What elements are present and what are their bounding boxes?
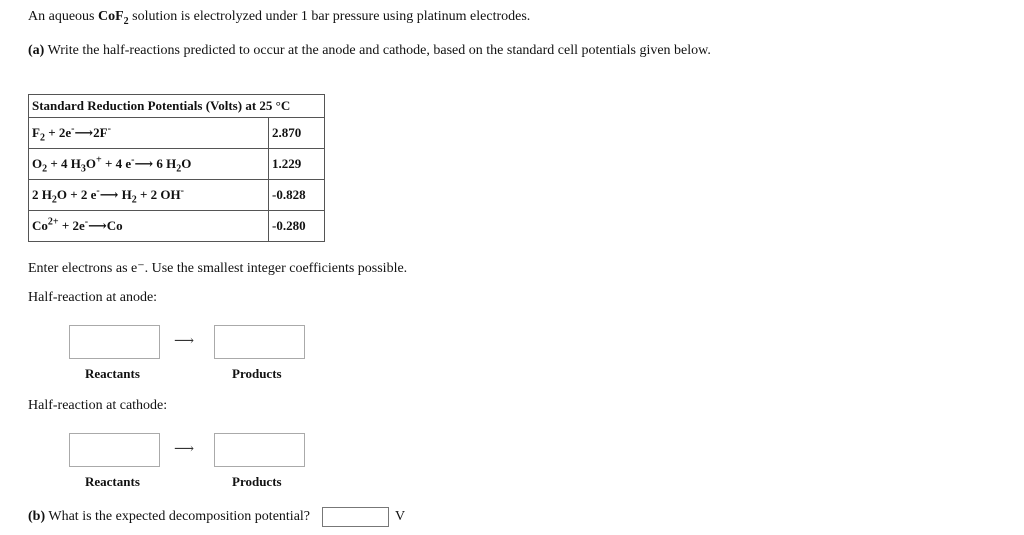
volts-unit: V [395, 509, 406, 524]
anode-reactants-input[interactable] [69, 325, 160, 359]
table-row [29, 118, 325, 149]
reaction-fluorine: $F_2$ + 2e-⟶2F- [29, 118, 269, 149]
intro-text-end: solution is electrolyzed under 1 bar pressure using platinum electrodes. [128, 9, 531, 24]
potential-value: -0.280 [269, 211, 325, 242]
part-b-text: What is the expected decomposition potential? [45, 509, 311, 524]
cathode-arrow-icon: ⟶ [174, 442, 195, 457]
anode-arrow-icon: ⟶ [174, 334, 195, 349]
part-a-text: Write the half-reactions predicted to occur at the anode and cathode, based on the standard cell potentials given below. [44, 43, 711, 58]
instructions-text: Enter electrons as e⁻. Use the smallest integer coefficients possible. [28, 261, 408, 276]
anode-reactants-label: Reactants [85, 366, 140, 381]
part-a-prompt [28, 43, 711, 59]
problem-intro [28, 9, 530, 25]
cof2-formula: CoF$_2$ [98, 9, 129, 27]
table-row [29, 180, 325, 211]
part-b-prompt [28, 509, 310, 525]
reaction-oxygen: $O_2 + 4$ $H_3O^+ + 4$ e-⟶ 6 $H_2O$ [29, 149, 269, 180]
cathode-products-label: Products [232, 474, 282, 489]
cathode-products-input[interactable] [214, 433, 305, 467]
part-a-label: (a) [28, 43, 45, 58]
table-header: Standard Reduction Potentials (Volts) at 25 °C [29, 95, 325, 118]
potential-value: 1.229 [269, 149, 325, 180]
anode-products-label: Products [232, 366, 282, 381]
reduction-potentials-table [28, 94, 325, 242]
decomposition-potential-input[interactable] [322, 507, 389, 527]
part-b-label: (b) [28, 509, 46, 524]
cathode-reactants-label: Reactants [85, 474, 140, 489]
potential-value: 2.870 [269, 118, 325, 149]
table-row [29, 211, 325, 242]
cathode-label: Half-reaction at cathode: [28, 398, 168, 413]
anode-label: Half-reaction at anode: [28, 290, 158, 305]
anode-products-input[interactable] [214, 325, 305, 359]
intro-text: An aqueous [28, 9, 98, 24]
table-row [29, 149, 325, 180]
reaction-water: 2 $H_2O + 2$ e-⟶ $H_2 + 2$ OH- [29, 180, 269, 211]
potential-value: -0.828 [269, 180, 325, 211]
reaction-cobalt: $Co^{2+}$ + 2e-⟶Co [29, 211, 269, 242]
cathode-reactants-input[interactable] [69, 433, 160, 467]
